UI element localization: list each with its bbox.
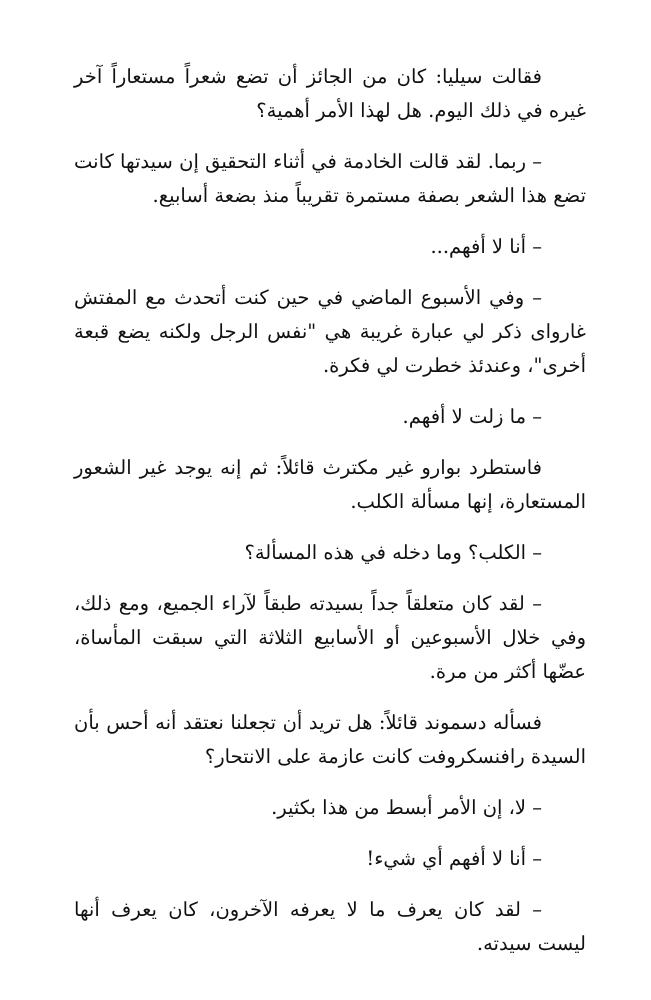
paragraph-9: فسأله دسموند قائلاً: هل تريد أن تجعلنا نعتقد أنه أحس بأن السيدة رافنسكروفت كانت عازمة على الانتحار؟ — [74, 711, 586, 768]
paragraph-8: – لقد كان متعلقاً جداً بسيدته طبقاً لآراء الجميع، ومع ذلك، وفي خلال الأسبوعين أو الأسابيع الثلاثة التي سبقت المأساة، عضّها أكثر من مرة. — [74, 592, 586, 683]
paragraph-10: – لا، إن الأمر أبسط من هذا بكثير. — [271, 796, 542, 819]
paragraph-3: – أنا لا أفهم... — [430, 235, 542, 258]
paragraph-11: – أنا لا أفهم أي شيء! — [366, 847, 542, 870]
paragraph-2: – ربما. لقد قالت الخادمة في أثناء التحقيق إن سيدتها كانت تضع هذا الشعر بصفة مستمرة تقريباً منذ بضعة أسابيع. — [74, 150, 586, 207]
paragraph-1: فقالت سيليا: كان من الجائز أن تضع شعراً مستعاراً آخر غيره في ذلك اليوم. هل لهذا الأمر أهمية؟ — [74, 65, 586, 122]
paragraph-6: فاستطرد بوارو غير مكترث قائلاً: ثم إنه يوجد غير الشعور المستعارة، إنها مسألة الكلب. — [74, 456, 586, 513]
paragraph-12: – لقد كان يعرف ما لا يعرفه الآخرون، كان يعرف أنها ليست سيدته. — [74, 898, 586, 955]
paragraph-5: – ما زلت لا أفهم. — [402, 405, 542, 428]
page-body — [74, 60, 586, 978]
paragraph-7: – الكلب؟ وما دخله في هذه المسألة؟ — [244, 541, 542, 564]
paragraph-4: – وفي الأسبوع الماضي في حين كنت أتحدث مع المفتش غاروای ذکر لي عبارة غريبة هي "نفس الرجل ولكنه يضع قبعة أخرى"، وعندئذ خطرت لي فكرة. — [74, 286, 586, 377]
